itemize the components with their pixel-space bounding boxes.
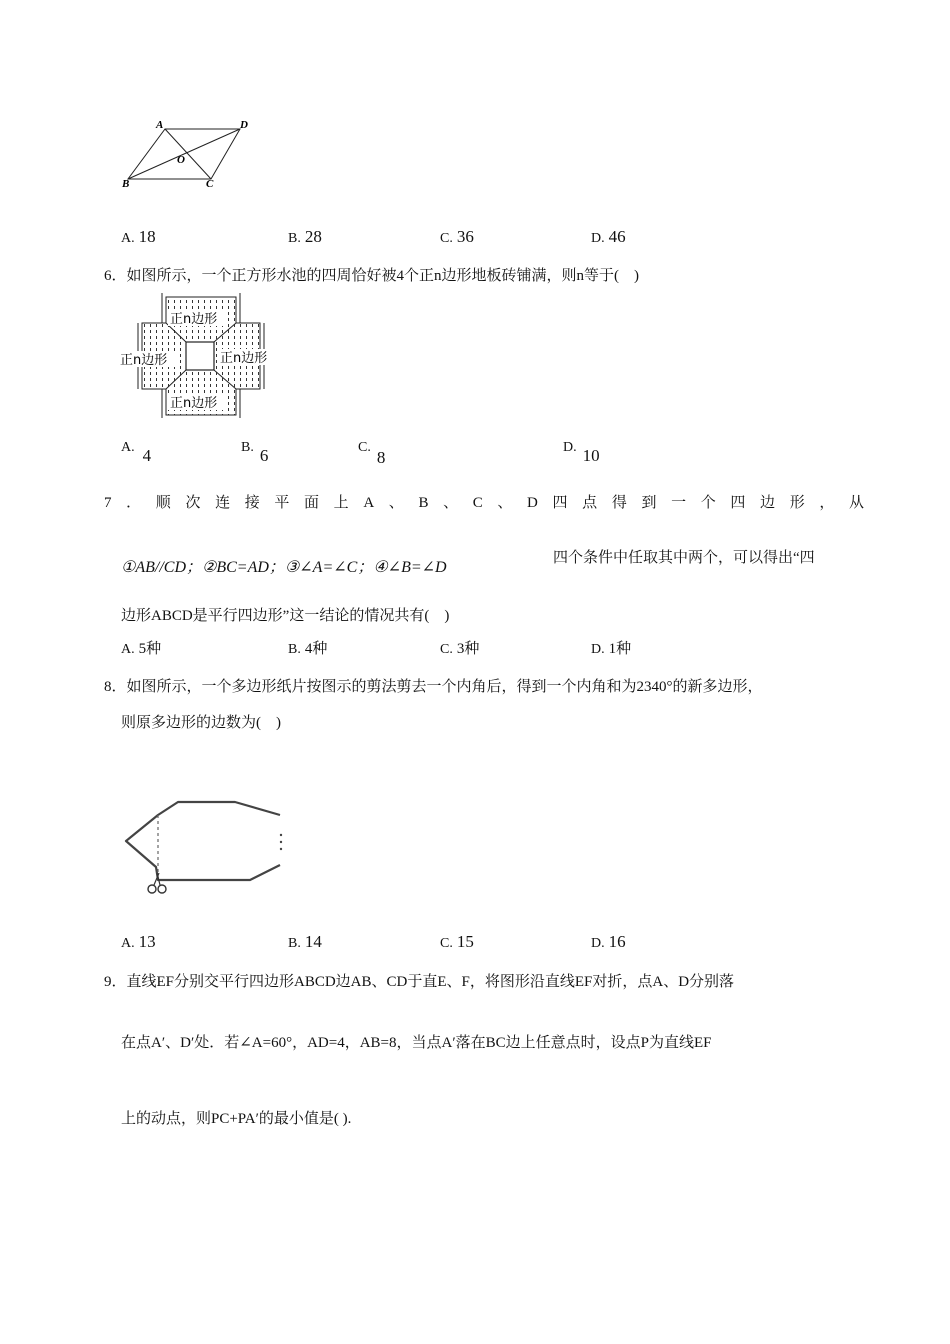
- q6-tile-label-top: 正n边形: [170, 312, 218, 327]
- q5-option-d[interactable]: D. 46: [591, 227, 626, 246]
- q6-option-d[interactable]: D. 10: [563, 440, 600, 465]
- q6-tile-label-bottom: 正n边形: [170, 396, 218, 411]
- q7-line-1: 7．顺次连接平面上A、B、C、D四点得到一个四边形，从: [104, 495, 864, 511]
- q5-point-b: B: [122, 178, 130, 190]
- q8-option-c[interactable]: C. 15: [440, 932, 474, 951]
- q9-line-2: 在点A′、D′处．若∠A=60°，AD=4，AB=8，当点A′落在BC边上任意点时，设点P为直线EF: [121, 1035, 712, 1051]
- q7-conditions: ①AB//CD；②BC=AD；③∠A=∠C；④∠B=∠D: [121, 559, 447, 576]
- q9-line-3: 上的动点，则PC+PA′的最小值是( ).: [121, 1111, 352, 1127]
- q9-line-1: 9．直线EF分别交平行四边形ABCD边AB、CD于直E、F，将图形沿直线EF对折，点A、D分别落: [104, 974, 735, 990]
- q7-line-3: 边形ABCD是平行四边形”这一结论的情况共有( ): [121, 608, 450, 624]
- q8-option-a[interactable]: A. 13: [121, 932, 156, 951]
- q5-option-a[interactable]: A. 18: [121, 227, 156, 246]
- q6-tile-label-right: 正n边形: [220, 351, 268, 366]
- q5-point-c: C: [206, 178, 214, 190]
- q6-tile-label-left: 正n边形: [120, 353, 168, 368]
- q8-option-d[interactable]: D. 16: [591, 932, 626, 951]
- q6-option-a[interactable]: A. 4: [121, 440, 152, 465]
- q7-option-a[interactable]: A. 5种: [121, 641, 162, 657]
- q6-option-b[interactable]: B. 6: [241, 440, 269, 465]
- q8-line-1: 8．如图所示，一个多边形纸片按图示的剪法剪去一个内角后，得到一个内角和为2340°的新多边形，: [104, 679, 763, 695]
- q5-option-c[interactable]: C. 36: [440, 227, 474, 246]
- q8-polygon-cut-figure: [120, 795, 290, 900]
- q6-option-c[interactable]: C.8: [358, 440, 386, 467]
- q5-point-o: O: [177, 154, 185, 166]
- q8-line-2: 则原多边形的边数为( ): [121, 715, 281, 731]
- q5-point-a: A: [156, 119, 164, 131]
- q5-point-d: D: [240, 119, 248, 131]
- q7-line-2-tail: 四个条件中任取其中两个，可以得出“四: [553, 550, 815, 566]
- q7-option-c[interactable]: C. 3种: [440, 641, 480, 657]
- q7-option-d[interactable]: D. 1种: [591, 641, 632, 657]
- q6-pool-tiles-figure: [118, 293, 288, 418]
- q6-stem: 6．如图所示，一个正方形水池的四周恰好被4个正n边形地板砖铺满，则n等于( ): [104, 268, 639, 284]
- q8-option-b[interactable]: B. 14: [288, 932, 322, 951]
- q7-option-b[interactable]: B. 4种: [288, 641, 328, 657]
- q5-parallelogram-figure: [118, 115, 258, 195]
- q5-option-b[interactable]: B. 28: [288, 227, 322, 246]
